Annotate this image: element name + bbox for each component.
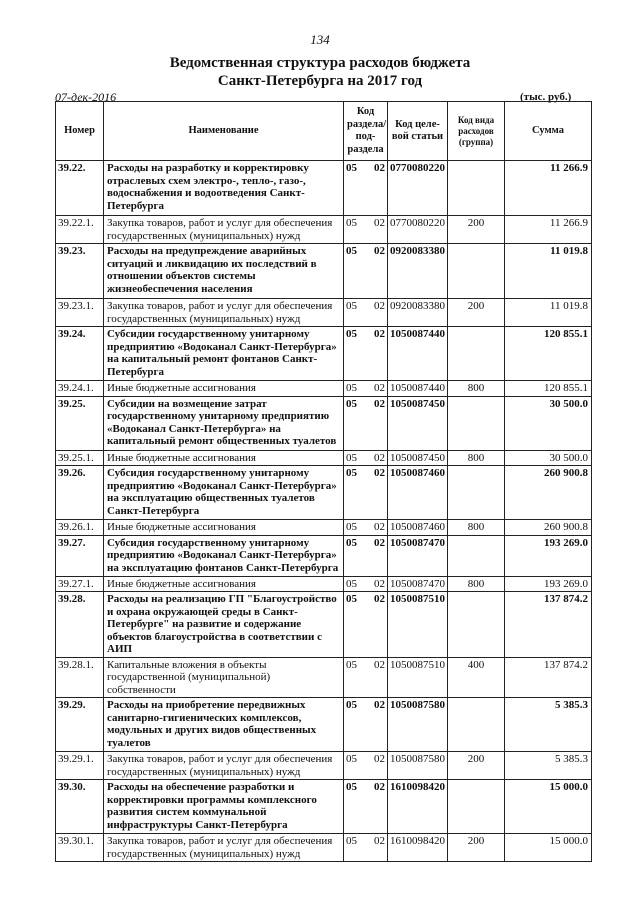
row-number: 39.23.1. [56, 299, 104, 327]
row-sum: 120 855.1 [505, 381, 592, 397]
row-section: 05 [346, 835, 357, 847]
row-section: 05 [346, 217, 357, 229]
row-section-code [344, 327, 388, 381]
row-expense-type [448, 780, 505, 834]
row-section-code [344, 752, 388, 780]
row-subsection: 02 [374, 217, 385, 229]
row-section-code [344, 161, 388, 216]
row-number: 39.26.1. [56, 520, 104, 536]
row-section-code [344, 535, 388, 576]
table-row [56, 657, 592, 698]
row-number: 39.29. [56, 698, 104, 752]
row-expense-type: 200 [448, 834, 505, 862]
row-expense-type [448, 466, 505, 520]
row-subsection: 02 [374, 328, 385, 340]
row-name: Иные бюджетные ассигнования [104, 520, 344, 536]
title-line-2: Санкт-Петербурга на 2017 год [217, 73, 423, 89]
budget-table [55, 101, 592, 862]
row-number: 39.29.1. [56, 752, 104, 780]
row-article-code: 0770080220 [388, 216, 448, 244]
row-number: 39.22. [56, 161, 104, 216]
table-row [56, 161, 592, 216]
row-sum: 137 874.2 [505, 592, 592, 658]
row-expense-type [448, 244, 505, 299]
row-expense-type: 800 [448, 520, 505, 536]
row-section: 05 [346, 753, 357, 765]
row-expense-type [448, 161, 505, 216]
table-row [56, 381, 592, 397]
table-row [56, 780, 592, 834]
row-article-code: 1050087470 [388, 576, 448, 592]
row-section: 05 [346, 328, 357, 340]
row-article-code: 1050087510 [388, 657, 448, 698]
row-name: Закупка товаров, работ и услуг для обеспечения государственных (муниципальных) нужд [104, 299, 344, 327]
table-row [56, 535, 592, 576]
table-row [56, 327, 592, 381]
row-section: 05 [346, 397, 357, 410]
row-section: 05 [346, 593, 357, 605]
row-section-code [344, 698, 388, 752]
row-number: 39.26. [56, 466, 104, 520]
row-expense-type [448, 592, 505, 658]
header-section: Код раздела/ под- раздела [344, 102, 388, 161]
row-number: 39.27.1. [56, 576, 104, 592]
row-section: 05 [346, 781, 357, 793]
row-section-code [344, 450, 388, 466]
row-subsection: 02 [374, 835, 385, 847]
row-number: 39.27. [56, 535, 104, 576]
row-section-code [344, 834, 388, 862]
row-number: 39.28.1. [56, 657, 104, 698]
header-article: Код целе- вой статьи [388, 102, 448, 161]
page-number: 134 [310, 32, 330, 47]
row-subsection: 02 [374, 162, 385, 174]
row-sum: 260 900.8 [505, 466, 592, 520]
row-section: 05 [346, 451, 357, 464]
row-name: Капитальные вложения в объекты государственной (муниципальной) собственности [104, 657, 344, 698]
row-sum: 11 019.8 [505, 299, 592, 327]
row-section: 05 [346, 536, 357, 549]
table-row [56, 698, 592, 752]
row-number: 39.24. [56, 327, 104, 381]
row-section-code [344, 780, 388, 834]
row-expense-type: 200 [448, 752, 505, 780]
row-sum: 11 019.8 [505, 244, 592, 299]
row-subsection: 02 [374, 245, 385, 257]
row-sum: 11 266.9 [505, 216, 592, 244]
row-number: 39.24.1. [56, 381, 104, 397]
table-row [56, 752, 592, 780]
row-article-code: 0920083380 [388, 299, 448, 327]
table-row [56, 244, 592, 299]
row-subsection: 02 [374, 382, 385, 394]
row-subsection: 02 [374, 781, 385, 793]
row-subsection: 02 [374, 536, 385, 549]
table-row [56, 299, 592, 327]
row-number: 39.25. [56, 396, 104, 450]
row-expense-type: 800 [448, 576, 505, 592]
row-number: 39.23. [56, 244, 104, 299]
header-number: Номер [56, 102, 104, 161]
row-section-code [344, 657, 388, 698]
row-subsection: 02 [374, 699, 385, 711]
row-article-code: 1050087470 [388, 535, 448, 576]
row-number: 39.22.1. [56, 216, 104, 244]
table-row [56, 576, 592, 592]
row-subsection: 02 [374, 451, 385, 464]
row-name: Закупка товаров, работ и услуг для обеспечения государственных (муниципальных) нужд [104, 834, 344, 862]
row-number: 39.28. [56, 592, 104, 658]
document-title [0, 54, 640, 90]
table-row [56, 216, 592, 244]
row-name: Расходы на разработку и корректировку отраслевых схем электро-, тепло-, газо-, водоснабжения и водоотведения Санкт-Петербурга [104, 161, 344, 216]
table-row [56, 520, 592, 536]
document-date: 07-дек-2016 [55, 90, 117, 104]
row-sum: 260 900.8 [505, 520, 592, 536]
row-name: Закупка товаров, работ и услуг для обеспечения государственных (муниципальных) нужд [104, 752, 344, 780]
row-sum: 15 000.0 [505, 834, 592, 862]
row-article-code: 1050087450 [388, 450, 448, 466]
row-subsection: 02 [374, 577, 385, 590]
row-subsection: 02 [374, 753, 385, 765]
row-article-code: 1050087510 [388, 592, 448, 658]
header-expense-type: Код вида расходов (группа) [448, 102, 505, 161]
table-row [56, 450, 592, 466]
row-section-code [344, 216, 388, 244]
row-sum: 11 266.9 [505, 161, 592, 216]
row-name: Расходы на приобретение передвижных санитарно-гигиенических комплексов, модульных и других видов общественных туалетов [104, 698, 344, 752]
row-name: Расходы на реализацию ГП "Благоустройство и охрана окружающей среды в Санкт-Петербурге" на развитие и содержание объектов благоустройства в соответствии с АИП [104, 592, 344, 658]
row-section-code [344, 299, 388, 327]
row-section: 05 [346, 162, 357, 174]
row-name: Иные бюджетные ассигнования [104, 450, 344, 466]
row-subsection: 02 [374, 521, 385, 533]
row-name: Закупка товаров, работ и услуг для обеспечения государственных (муниципальных) нужд [104, 216, 344, 244]
header-sum: Сумма [505, 102, 592, 161]
table-row [56, 396, 592, 450]
row-subsection: 02 [374, 593, 385, 605]
row-article-code: 1610098420 [388, 780, 448, 834]
row-expense-type [448, 535, 505, 576]
row-expense-type: 800 [448, 450, 505, 466]
row-expense-type [448, 698, 505, 752]
row-number: 39.30.1. [56, 834, 104, 862]
row-section: 05 [346, 521, 357, 533]
row-article-code: 1050087440 [388, 327, 448, 381]
row-article-code: 0920083380 [388, 244, 448, 299]
row-section: 05 [346, 467, 357, 479]
row-sum: 30 500.0 [505, 396, 592, 450]
row-article-code: 1050087580 [388, 752, 448, 780]
row-article-code: 1610098420 [388, 834, 448, 862]
row-section-code [344, 381, 388, 397]
row-sum: 5 385.3 [505, 752, 592, 780]
row-article-code: 1050087460 [388, 466, 448, 520]
row-article-code: 0770080220 [388, 161, 448, 216]
row-section: 05 [346, 699, 357, 711]
header-row [56, 102, 592, 161]
row-sum: 193 269.0 [505, 576, 592, 592]
row-section: 05 [346, 577, 357, 590]
row-expense-type [448, 327, 505, 381]
row-article-code: 1050087440 [388, 381, 448, 397]
row-section-code [344, 396, 388, 450]
row-name: Иные бюджетные ассигнования [104, 576, 344, 592]
row-expense-type: 200 [448, 299, 505, 327]
row-name: Иные бюджетные ассигнования [104, 381, 344, 397]
row-section: 05 [346, 300, 357, 312]
row-article-code: 1050087460 [388, 520, 448, 536]
row-name: Субсидии государственному унитарному предприятию «Водоканал Санкт-Петербурга» на капитальный ремонт фонтанов Санкт-Петербурга [104, 327, 344, 381]
row-number: 39.25.1. [56, 450, 104, 466]
row-name: Субсидия государственному унитарному предприятию «Водоканал Санкт-Петербурга» на эксплуатацию общественных туалетов Санкт-Петербурга [104, 466, 344, 520]
row-name: Субсидия государственному унитарному предприятию «Водоканал Санкт-Петербурга» на эксплуатацию фонтанов Санкт-Петербурга [104, 535, 344, 576]
row-section-code [344, 466, 388, 520]
row-expense-type: 200 [448, 216, 505, 244]
row-subsection: 02 [374, 658, 385, 671]
row-article-code: 1050087580 [388, 698, 448, 752]
row-section: 05 [346, 382, 357, 394]
table-row [56, 592, 592, 658]
row-section-code [344, 576, 388, 592]
row-expense-type [448, 396, 505, 450]
row-sum: 5 385.3 [505, 698, 592, 752]
row-expense-type: 800 [448, 381, 505, 397]
row-section: 05 [346, 658, 357, 671]
row-section: 05 [346, 245, 357, 257]
row-name: Расходы на предупреждение аварийных ситуаций и ликвидацию их последствий в отношении объектов системы жизнеобеспечения населения [104, 244, 344, 299]
row-name: Расходы на обеспечение разработки и корректировки программы комплексного развития систем коммунальной инфраструктуры Санкт-Петербурга [104, 780, 344, 834]
row-subsection: 02 [374, 397, 385, 410]
row-sum: 193 269.0 [505, 535, 592, 576]
row-section-code [344, 244, 388, 299]
row-sum: 15 000.0 [505, 780, 592, 834]
row-name: Субсидии на возмещение затрат государственному унитарному предприятию «Водоканал Санкт-Петербурга» на капитальный ремонт общественных туалетов [104, 396, 344, 450]
units-label: (тыс. руб.) [520, 91, 572, 103]
row-expense-type: 400 [448, 657, 505, 698]
row-subsection: 02 [374, 300, 385, 312]
row-sum: 120 855.1 [505, 327, 592, 381]
table-row [56, 466, 592, 520]
row-subsection: 02 [374, 467, 385, 479]
row-section-code [344, 520, 388, 536]
title-line-1: Ведомственная структура расходов бюджета [169, 55, 471, 71]
table-row [56, 834, 592, 862]
row-sum: 137 874.2 [505, 657, 592, 698]
row-article-code: 1050087450 [388, 396, 448, 450]
row-sum: 30 500.0 [505, 450, 592, 466]
header-name: Наименование [104, 102, 344, 161]
row-number: 39.30. [56, 780, 104, 834]
row-section-code [344, 592, 388, 658]
